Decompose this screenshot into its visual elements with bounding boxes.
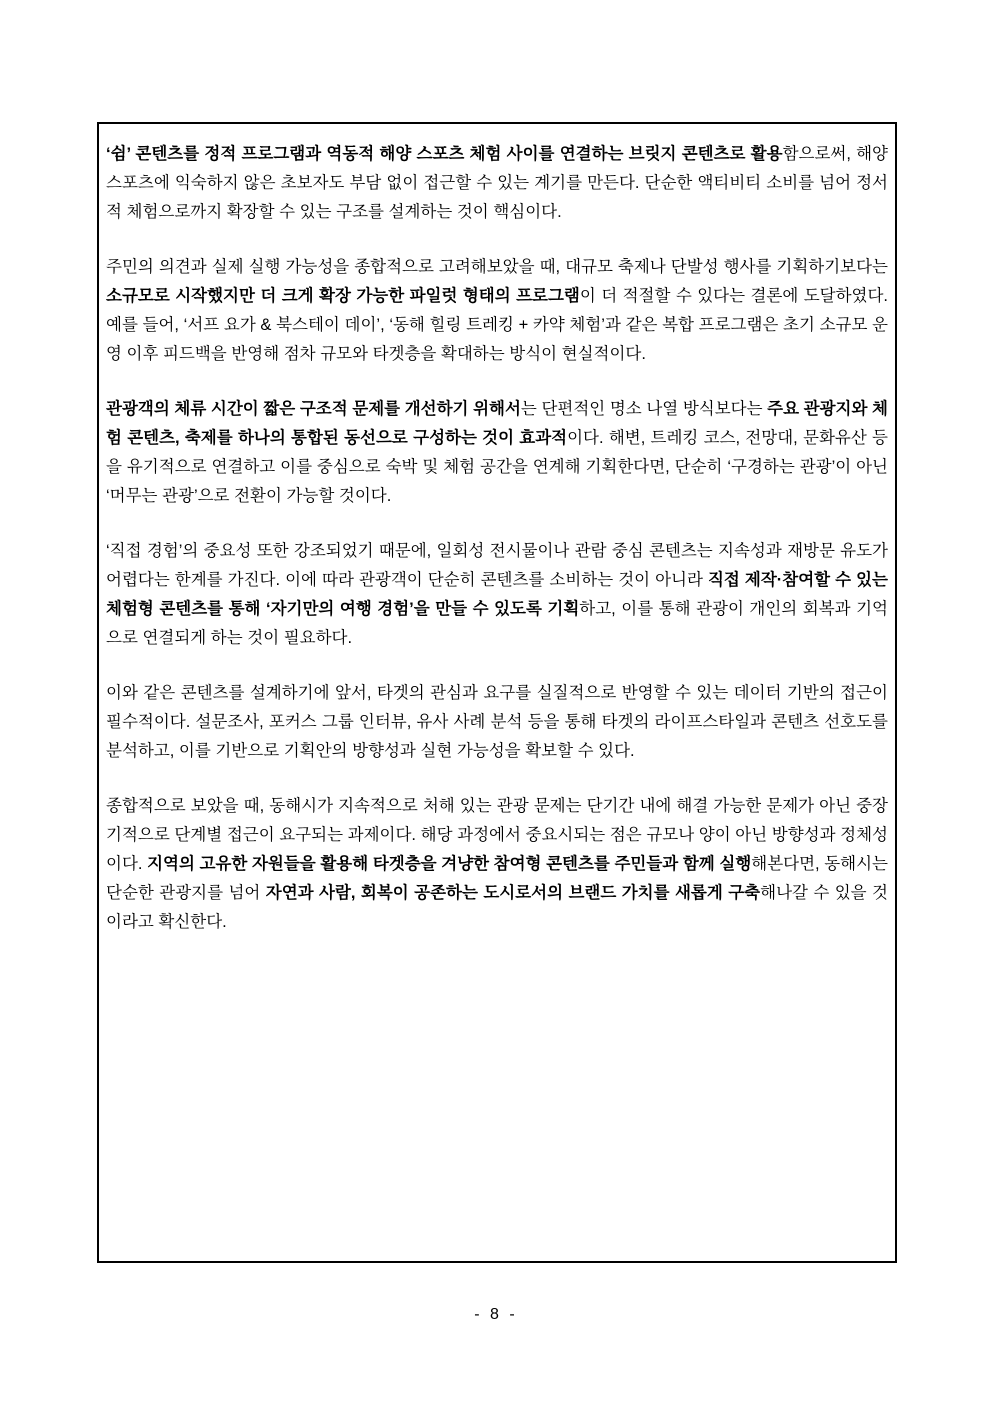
content-border-box	[97, 122, 897, 1263]
bold-text-run: 관광객의 체류 시간이 짧은 구조적 문제를 개선하기 위해서	[106, 400, 521, 418]
text-run: 종합적으로 보았을 때, 동해시가 지속적으로 처해 있는 관광 문제는 단기간 내에 해결 가능한 문제가 아닌 중장기적으로 단계별 접근이 요구되는 과제이다. 해당 과정에서 중요시되는 점은 규모나 양이 아닌 방향성과 정체성이다.	[106, 797, 888, 873]
page-number: - 8 -	[474, 1306, 518, 1323]
paragraph	[106, 792, 888, 937]
text-run: ‘직접 경험’의 중요성 또한 강조되었기 때문에, 일회성 전시물이나 관람 중심 콘텐츠는 지속성과 재방문 유도가 어렵다는 한계를 가진다. 이에 따라 관광객이 단순히 콘텐츠를 소비하는 것이 아니라	[106, 542, 888, 589]
paragraph	[106, 537, 888, 653]
bold-text-run: 지역의 고유한 자원들을 활용해 타겟층을 겨냥한 참여형 콘텐츠를 주민들과 함께 실행	[147, 855, 752, 873]
paragraph	[106, 140, 888, 227]
text-run: 함으로써, 해양 스포츠에 익숙하지 않은 초보자도 부담 없이 접근할 수 있는 계기를 만든다. 단순한 액티비티 소비를 넘어 정서적 체험으로까지 확장할 수 있는 구조를 설계하는 것이 핵심이다.	[106, 145, 888, 221]
text-run: 하고, 이를 통해 관광이 개인의 회복과 기억으로 연결되게 하는 것이 필요하다.	[106, 600, 888, 647]
paragraph	[106, 395, 888, 511]
bold-text-run: ‘쉼’ 콘텐츠를 정적 프로그램과 역동적 해양 스포츠 체험 사이를 연결하는 브릿지 콘텐츠로 활용	[106, 145, 783, 163]
bold-text-run: 소규모로 시작했지만 더 크게 확장 가능한 파일럿 형태의 프로그램	[106, 287, 580, 305]
text-run: 이 더 적절할 수 있다는 결론에 도달하였다. 예를 들어, ‘서프 요가 & 북스테이 데이’, ‘동해 힐링 트레킹 + 카약 체험’과 같은 복합 프로그램은 초기 소규모 운영 이후 피드백을 반영해 점차 규모와 타겟층을 확대하는 방식이 현실적이다.	[106, 287, 888, 363]
paragraph	[106, 679, 888, 766]
text-run: 주민의 의견과 실제 실행 가능성을 종합적으로 고려해보았을 때, 대규모 축제나 단발성 행사를 기획하기보다는	[106, 258, 888, 276]
text-run: 이와 같은 콘텐츠를 설계하기에 앞서, 타겟의 관심과 요구를 실질적으로 반영할 수 있는 데이터 기반의 접근이 필수적이다. 설문조사, 포커스 그룹 인터뷰, 유사 사례 분석 등을 통해 타겟의 라이프스타일과 콘텐츠 선호도를 분석하고, 이를 기반으로 기획안의 방향성과 실현 가능성을 확보할 수 있다.	[106, 684, 888, 760]
text-run: 해나갈 수 있을 것이라고 확신한다.	[106, 884, 888, 931]
bold-text-run: 자연과 사람, 회복이 공존하는 도시로서의 브랜드 가치를 새롭게 구축	[265, 884, 761, 902]
text-run: 해본다면, 동해시는 단순한 관광지를 넘어	[106, 855, 888, 902]
bold-text-run: 직접 제작·참여할 수 있는 체험형 콘텐츠를 통해 ‘자기만의 여행 경험’을 만들 수 있도록 기획	[106, 571, 888, 618]
paragraph	[106, 253, 888, 369]
text-run: 이다. 해변, 트레킹 코스, 전망대, 문화유산 등을 유기적으로 연결하고 이를 중심으로 숙박 및 체험 공간을 연계해 기획한다면, 단순히 ‘구경하는 관광’이 아닌 ‘머무는 관광’으로 전환이 가능할 것이다.	[106, 429, 888, 505]
bold-text-run: 주요 관광지와 체험 콘텐츠, 축제를 하나의 통합된 동선으로 구성하는 것이 효과적	[106, 400, 888, 447]
text-run: 는 단편적인 명소 나열 방식보다는	[520, 400, 768, 418]
